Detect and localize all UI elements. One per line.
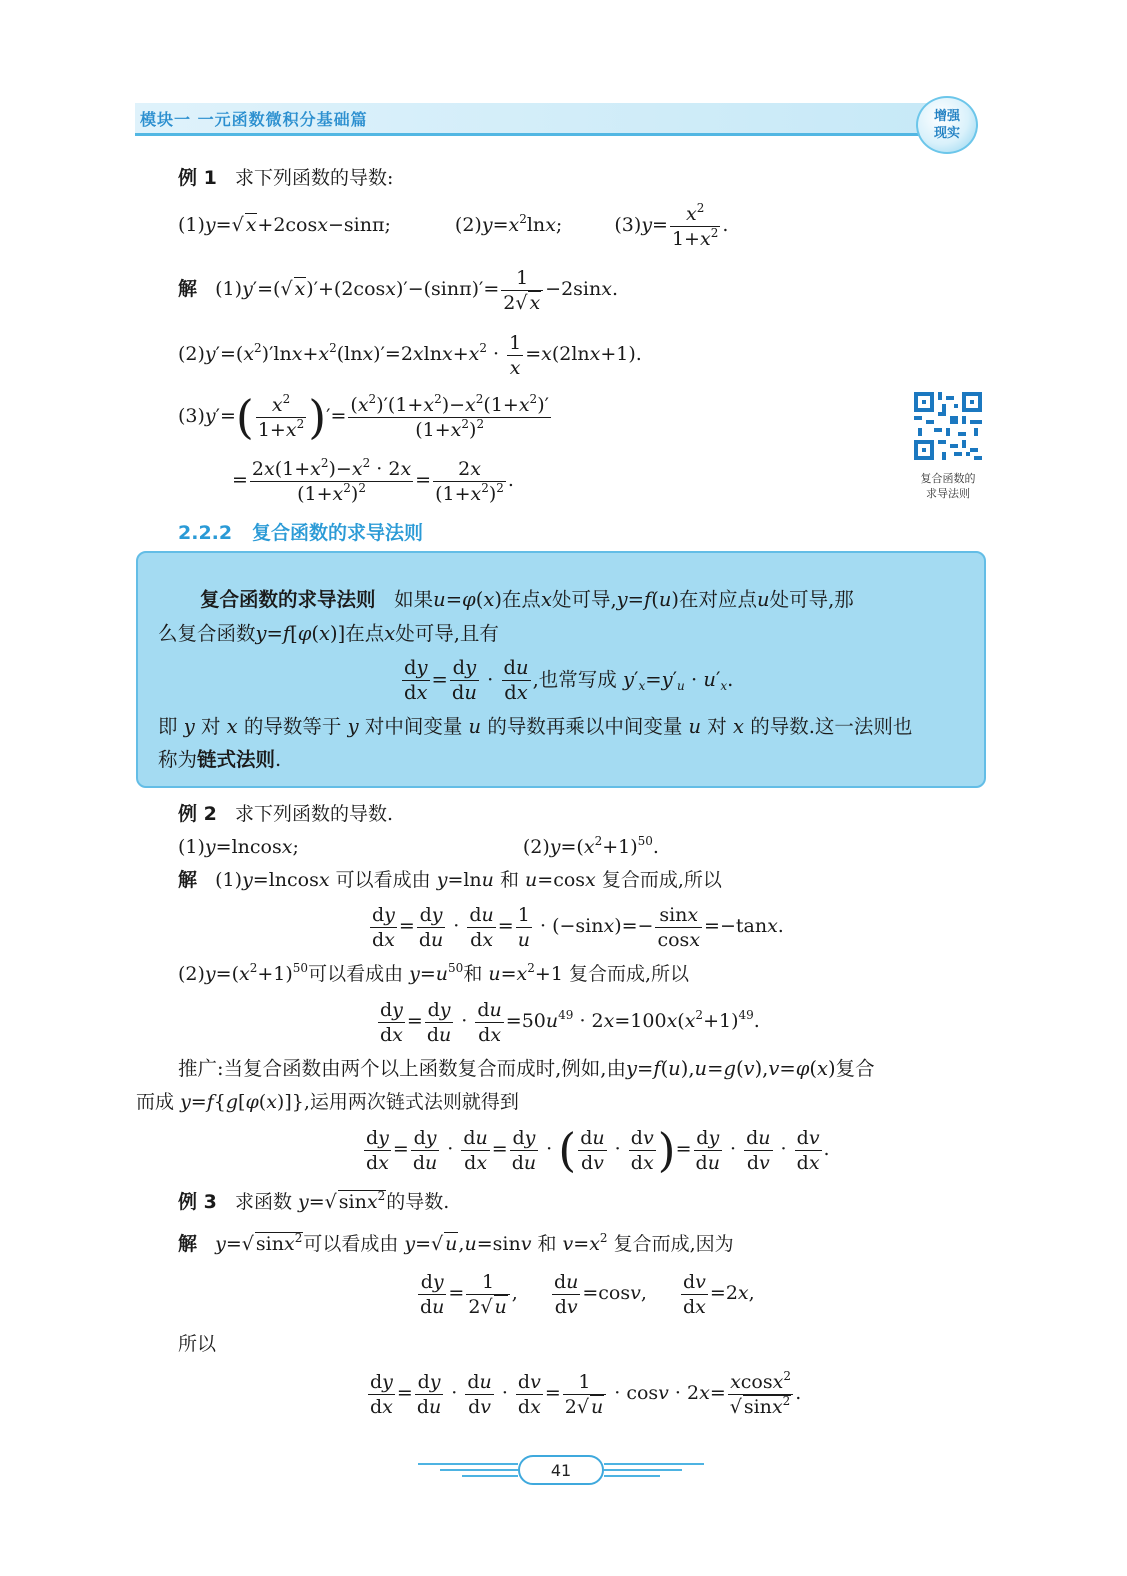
module-title: 模块一 一元函数微积分基础篇 [140,110,368,129]
section-heading: 2.2.2 复合函数的求导法则 [178,522,423,544]
example-2-formula-2: $\frac{dy}{dx}$ = $\frac{dy}{du}$ · $\frac{du}{dx}$ $=50u^{49} \cdot 2x=100x(x^2+1)^{49}$. [380,998,760,1046]
example-3-formula: $\frac{dy}{dx}$ = $\frac{dy}{du}$ · $\frac{du}{dv}$ · $\frac{dv}{dx}$ = $\frac{1}{2√ u}$ · cosv · 2x= $\frac{xcosx^2}{√ \sin x^2}$ . [370,1368,802,1418]
qr-code[interactable] [914,392,982,460]
example-2-items: (1)y=lncosx; $(2)y=(x^2+1)^{50}$. [178,834,659,858]
example-1-items: (1)y=√ x+2cosx−sinπ; $(2)y=x^2\ln x$; (3)y= $\frac{x^2}{1+x^2}$ . [178,200,729,250]
page-number-rule-right [604,1463,704,1465]
page-number-rule-right-2 [604,1469,682,1471]
generalize-line-1: 推广:当复合函数由两个以上函数复合而成时,例如,由y=f(u),u=g(v),v=φ(x)复合 [178,1057,875,1080]
example-1-heading: 例 1 求下列函数的导数: [178,167,394,189]
example-3-so: 所以 [178,1333,217,1355]
generalize-line-2: 而成 y=f{g[φ(x)]},运用两次链式法则就得到 [136,1091,519,1113]
page-number: 41 [518,1455,604,1485]
example-3-heading: 例 3 求函数 y=√ sinx$^2$的导数. [178,1189,450,1213]
header-rule [135,133,935,136]
example-2-formula-1: $\frac{dy}{dx}$ = $\frac{dy}{du}$ · $\frac{du}{dx}$ = $\frac{1}{u}$ · (−sinx)=− $\frac{\sin x}{\cos x}$ =−tanx. [372,903,784,951]
example-2-heading: 例 2 求下列函数的导数. [178,803,394,825]
example-3-derivatives: $\frac{dy}{du}$ = $\frac{1}{2√ u}$ , $\frac{du}{dv}$ =cosv, $\frac{dv}{dx}$ =2x, [420,1270,755,1318]
page-number-rule-left-3 [462,1475,518,1477]
example-1-solution-1: 解 (1)y′=(√ x)′+(2cosx)′−(sinπ)′= $\frac{1}{2√ x}$ −2sinx. [178,266,619,314]
ar-logo: 增强 现实 [916,96,978,154]
example-1-solution-3b: = $\frac{2x(1+x^2)-x^2 \cdot 2x}{(1+x^2)^2}$ = $\frac{2x}{(1+x^2)^2}$ . [232,455,514,505]
qr-caption: 复合函数的 求导法则 [920,472,976,500]
example-2-solution-1: 解 (1)y=lncosx 可以看成由 y=lnu 和 u=cosx 复合而成,所以 [178,869,722,891]
rule-line-1: 复合函数的求导法则 如果u=φ(x)在点x处可导,y=f(u)在对应点u处可导,那 [200,588,854,611]
example-1-solution-3a: (3)y′=( $\frac{x^2}{1+x^2}$ )′= $\frac{(x^2)'(1+x^2)-x^2(1+x^2)'}{(1+x^2)^2}$ [178,390,549,444]
generalize-formula: $\frac{dy}{dx}$ = $\frac{dy}{du}$ · $\frac{du}{dx}$ = $\frac{dy}{du}$ · ( $\frac{du}{dv}$ · $\frac{dv}{dx}$ )= $\frac{dy}{du}$ · $\frac{du}{dv}$ · $\frac{dv}{dx}$ . [366,1123,830,1177]
example-3-solution: 解 y=√ sinx$^2$可以看成由 y=√ u,u=sinv 和 $v=x^2$ 复合而成,因为 [178,1231,734,1255]
rule-line-2: 么复合函数y=f[φ(x)]在点x处可导,且有 [158,622,499,645]
rule-line-4: 即 y 对 x 的导数等于 y 对中间变量 u 的导数再乘以中间变量 u 对 x 的导数.这一法则也 [158,715,913,738]
page-number-rule-left [418,1463,518,1465]
page-number-rule-left-2 [440,1469,518,1471]
page-number-rule-right-3 [604,1475,660,1477]
example-2-solution-2: $(2)y=(x^2+1)^{50}$可以看成由 $y=u^{50}$和 $u=x^2+1$ 复合而成,所以 [178,961,690,985]
rule-formula: $\frac{dy}{dx}$ = $\frac{dy}{du}$ · $\frac{du}{dx}$ ,也常写成 $y'_x=y'_u \cdot u'_x$. [404,656,734,704]
rule-line-5: 称为链式法则. [158,748,282,771]
example-1-solution-2: $(2)y'=(x^2)'\ln x+x^2(\ln x)'=2xlnx+x^2$ · $\frac{1}{x}$ =x(2lnx+1). [178,331,642,379]
